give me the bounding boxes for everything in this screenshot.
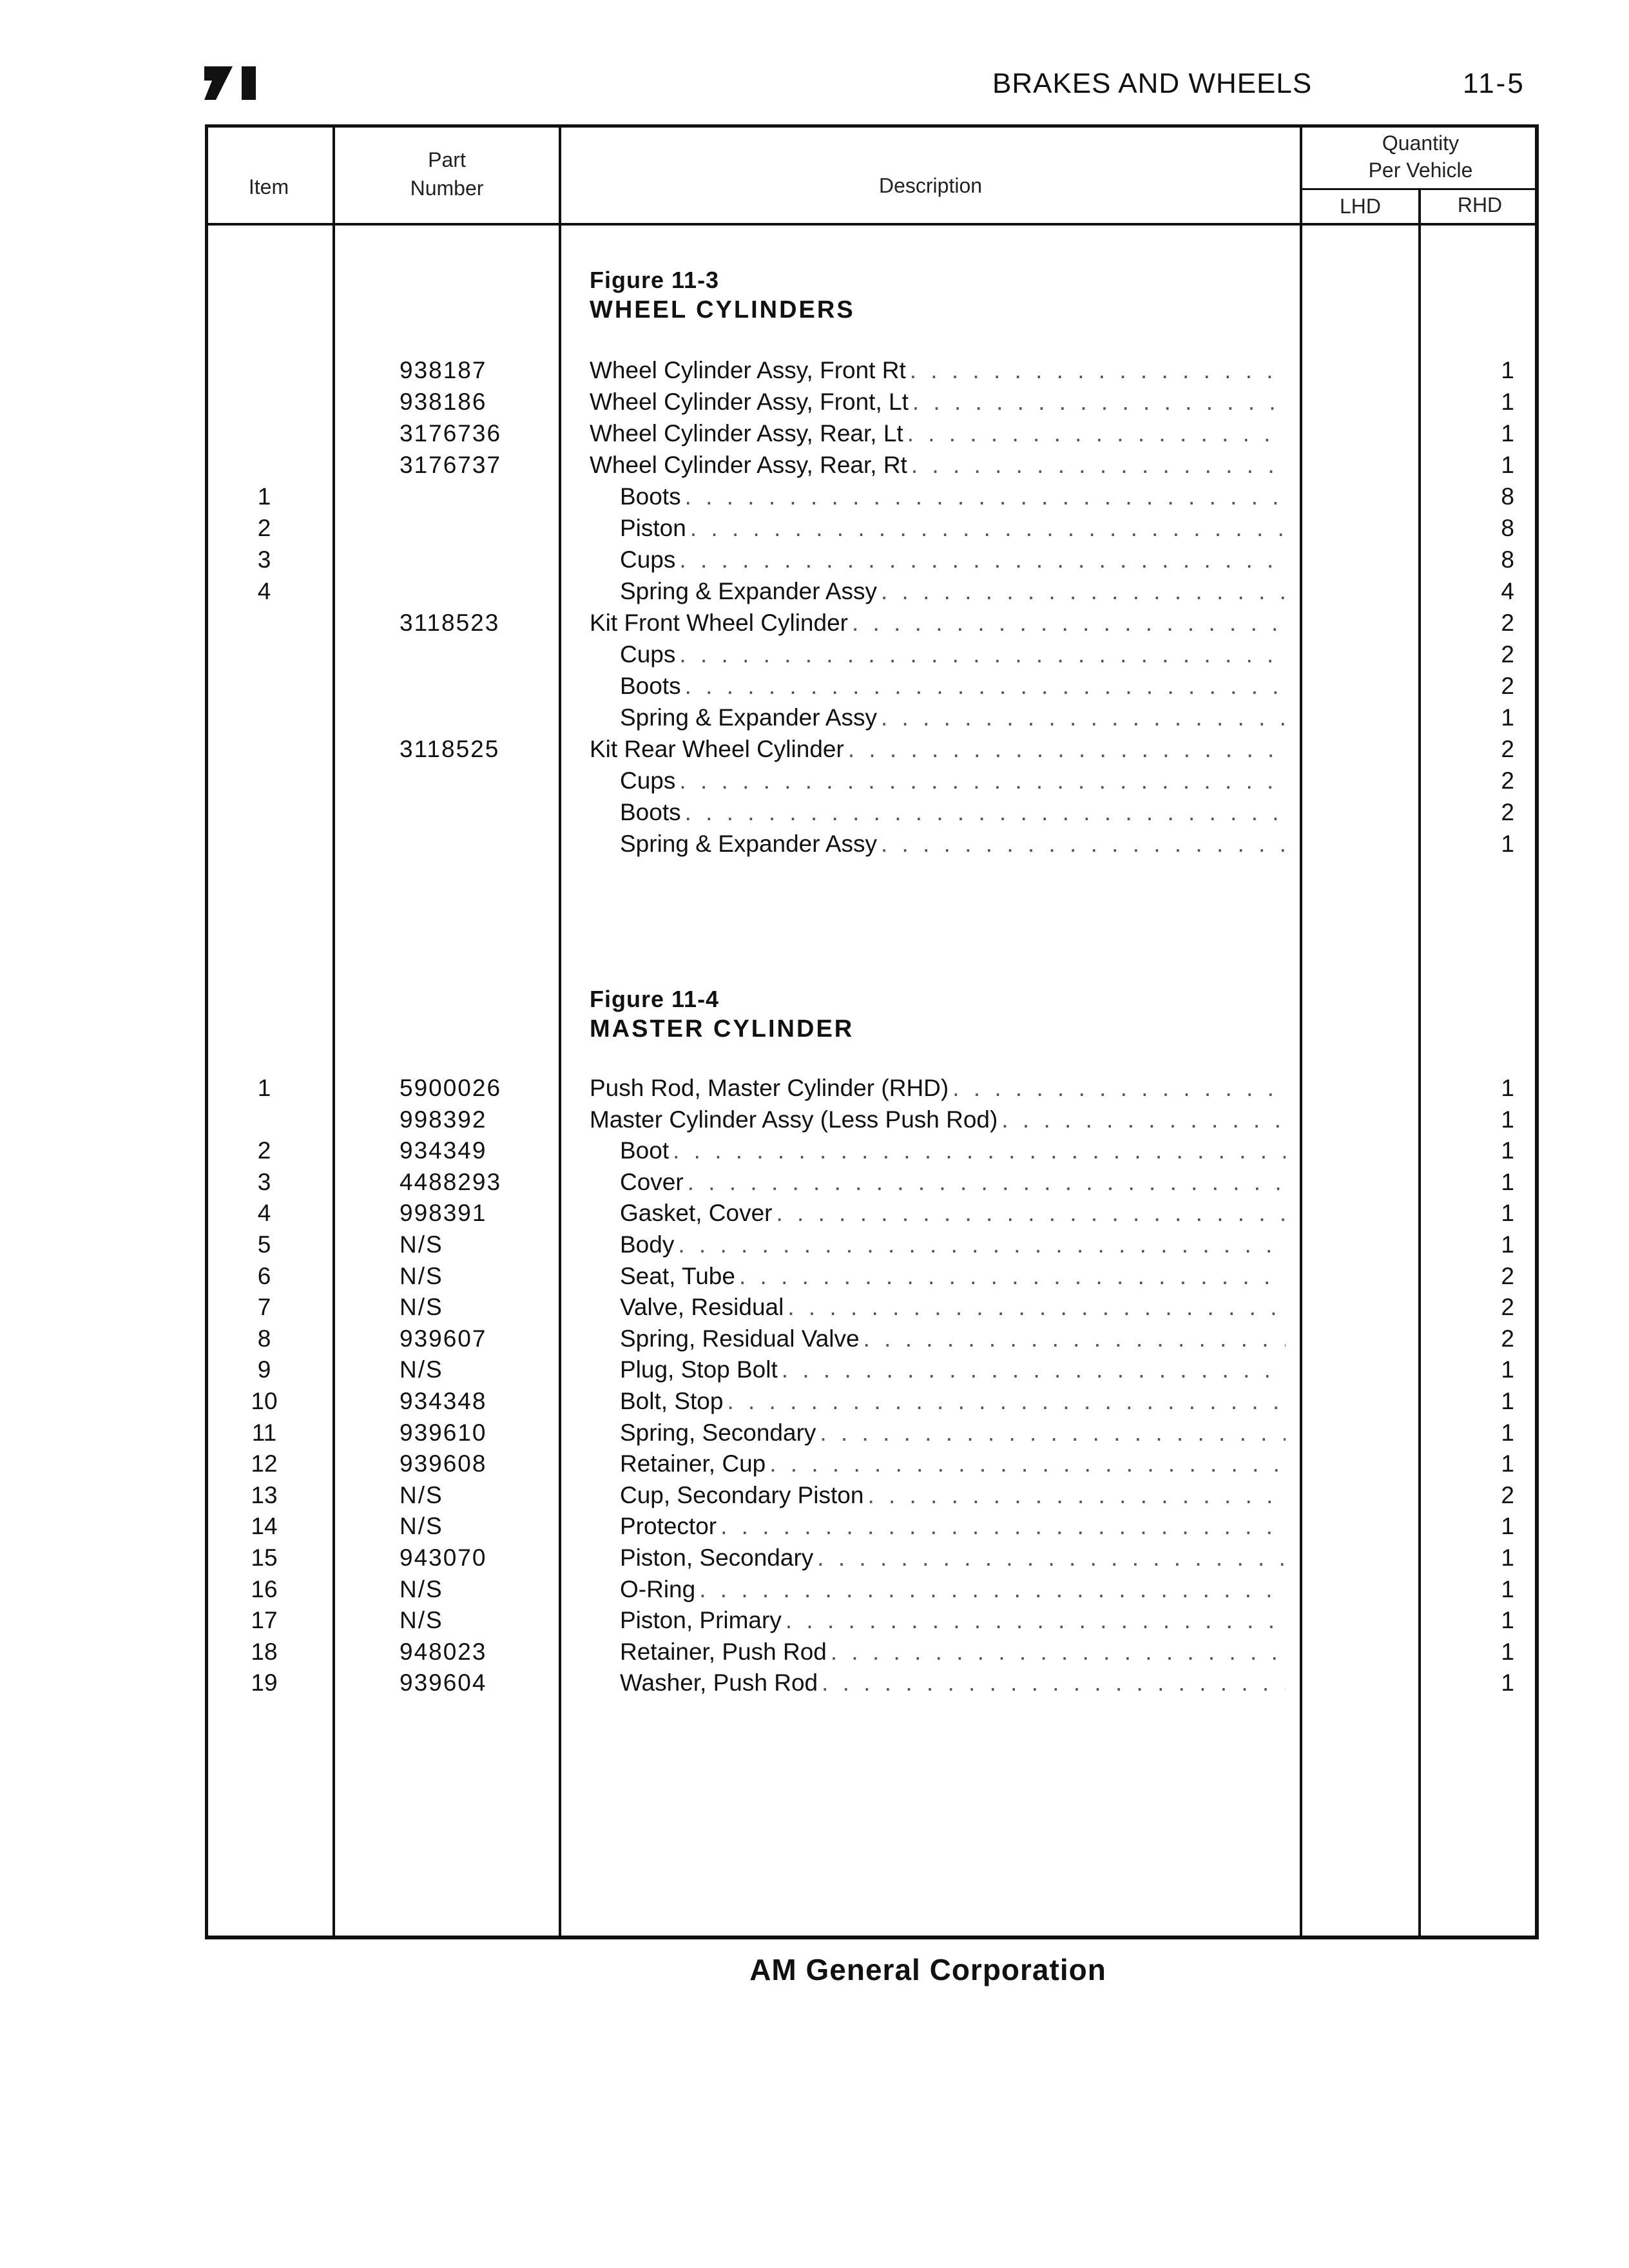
table-row bbox=[0, 1419, 1629, 1450]
quantity-rhd: 1 bbox=[1501, 1168, 1514, 1195]
section-title: WHEEL CYLINDERS bbox=[590, 296, 855, 323]
table-row bbox=[0, 1607, 1629, 1638]
table-row bbox=[0, 1075, 1629, 1106]
part-number: 3176737 bbox=[400, 452, 502, 478]
description-text: Spring, Secondary bbox=[620, 1419, 816, 1446]
part-number: N/S bbox=[400, 1481, 443, 1508]
description-text: Piston, Secondary bbox=[620, 1544, 814, 1571]
table-row bbox=[0, 1544, 1629, 1575]
description-cell bbox=[620, 1388, 1286, 1415]
table-row bbox=[0, 1325, 1629, 1356]
description-text: Cup, Secondary Piston bbox=[620, 1481, 864, 1508]
description-cell bbox=[590, 452, 1286, 479]
description-cell bbox=[620, 1325, 1286, 1352]
table-row bbox=[0, 641, 1629, 672]
description-text: Boots bbox=[620, 799, 681, 825]
description-cell bbox=[620, 1669, 1286, 1696]
quantity-rhd: 1 bbox=[1501, 704, 1514, 731]
quantity-rhd: 2 bbox=[1501, 799, 1514, 825]
leader-dots bbox=[860, 1325, 1286, 1352]
description-cell bbox=[620, 831, 1286, 858]
description-cell bbox=[620, 483, 1286, 510]
leader-dots bbox=[772, 1200, 1286, 1227]
part-number: N/S bbox=[400, 1294, 443, 1321]
quantity-rhd: 8 bbox=[1501, 515, 1514, 541]
description-cell bbox=[620, 1450, 1286, 1477]
description-cell bbox=[620, 1231, 1286, 1258]
description-cell bbox=[620, 1356, 1286, 1383]
figure-label: Figure 11-4 bbox=[590, 986, 720, 1012]
description-cell bbox=[620, 799, 1286, 826]
table-row bbox=[0, 799, 1629, 830]
description-text: Gasket, Cover bbox=[620, 1200, 773, 1227]
part-number: N/S bbox=[400, 1231, 443, 1258]
quantity-rhd: 1 bbox=[1501, 1388, 1514, 1414]
part-number: 3118525 bbox=[400, 736, 500, 762]
quantity-rhd: 1 bbox=[1501, 389, 1514, 415]
part-number: N/S bbox=[400, 1262, 443, 1289]
item-number: 14 bbox=[251, 1513, 278, 1540]
quantity-rhd: 1 bbox=[1501, 1544, 1514, 1571]
footer-company: AM General Corporation bbox=[749, 1953, 1106, 1986]
item-number: 13 bbox=[251, 1481, 278, 1508]
description-cell bbox=[590, 357, 1286, 384]
quantity-divider bbox=[1300, 188, 1539, 190]
leader-dots bbox=[735, 1263, 1286, 1290]
item-number: 9 bbox=[257, 1356, 271, 1383]
part-number: 998391 bbox=[400, 1200, 487, 1227]
description-cell bbox=[620, 767, 1286, 794]
part-number: 3118523 bbox=[400, 610, 500, 636]
part-number: 3176736 bbox=[400, 420, 502, 447]
leader-dots bbox=[684, 1169, 1286, 1196]
description-text: Spring & Expander Assy bbox=[620, 704, 877, 731]
description-cell bbox=[620, 1513, 1286, 1540]
description-text: Body bbox=[620, 1231, 675, 1258]
description-text: Cups bbox=[620, 641, 676, 668]
description-cell bbox=[620, 1576, 1286, 1603]
column-header-part-line2: Number bbox=[410, 177, 484, 200]
quantity-rhd: 1 bbox=[1501, 1513, 1514, 1540]
leader-dots bbox=[877, 578, 1286, 605]
part-number: 938186 bbox=[400, 389, 487, 415]
quantity-rhd: 2 bbox=[1501, 1262, 1514, 1289]
description-cell bbox=[590, 1106, 1286, 1133]
description-cell bbox=[620, 1419, 1286, 1446]
item-number: 4 bbox=[257, 1200, 271, 1227]
description-text: O-Ring bbox=[620, 1575, 696, 1602]
description-cell bbox=[620, 1607, 1286, 1634]
part-number: 939604 bbox=[400, 1669, 487, 1696]
quantity-rhd: 2 bbox=[1501, 610, 1514, 636]
leader-dots bbox=[675, 767, 1286, 794]
table-row bbox=[0, 1356, 1629, 1387]
table-row bbox=[0, 483, 1629, 514]
table-row bbox=[0, 452, 1629, 483]
item-number: 1 bbox=[257, 1075, 271, 1101]
quantity-rhd: 1 bbox=[1501, 1450, 1514, 1477]
table-row bbox=[0, 736, 1629, 767]
leader-dots bbox=[766, 1450, 1286, 1477]
description-cell bbox=[620, 673, 1286, 700]
item-number: 8 bbox=[257, 1325, 271, 1352]
part-number: 939607 bbox=[400, 1325, 487, 1352]
leader-dots bbox=[903, 420, 1286, 447]
description-cell bbox=[590, 736, 1286, 763]
table-row bbox=[0, 1169, 1629, 1200]
leader-dots bbox=[877, 831, 1286, 858]
description-text: Washer, Push Rod bbox=[620, 1669, 818, 1696]
leader-dots bbox=[844, 736, 1286, 763]
item-number: 17 bbox=[251, 1607, 278, 1634]
table-row bbox=[0, 1200, 1629, 1231]
item-number: 15 bbox=[251, 1544, 278, 1571]
part-number: N/S bbox=[400, 1513, 443, 1540]
description-text: Retainer, Push Rod bbox=[620, 1638, 827, 1665]
leader-dots bbox=[813, 1544, 1286, 1571]
description-text: Spring & Expander Assy bbox=[620, 578, 877, 604]
quantity-rhd: 8 bbox=[1501, 546, 1514, 573]
table-row bbox=[0, 1450, 1629, 1481]
quantity-rhd: 1 bbox=[1501, 1200, 1514, 1227]
item-number: 7 bbox=[257, 1294, 271, 1321]
description-text: Boots bbox=[620, 483, 681, 510]
leader-dots bbox=[674, 1231, 1286, 1258]
description-cell bbox=[620, 641, 1286, 668]
description-text: Boot bbox=[620, 1137, 670, 1164]
item-number: 5 bbox=[257, 1231, 271, 1258]
item-number: 2 bbox=[257, 1137, 271, 1164]
leader-dots bbox=[681, 483, 1286, 510]
quantity-rhd: 2 bbox=[1501, 673, 1514, 699]
description-text: Bolt, Stop bbox=[620, 1388, 724, 1414]
leader-dots bbox=[848, 610, 1286, 637]
description-cell bbox=[620, 1169, 1286, 1196]
leader-dots bbox=[906, 357, 1286, 384]
description-text: Spring & Expander Assy bbox=[620, 831, 877, 857]
description-text: Wheel Cylinder Assy, Front, Lt bbox=[590, 389, 909, 415]
leader-dots bbox=[681, 673, 1286, 700]
description-cell bbox=[620, 1639, 1286, 1666]
description-text: Piston, Primary bbox=[620, 1607, 782, 1634]
part-number: 998392 bbox=[400, 1106, 487, 1133]
item-number: 10 bbox=[251, 1388, 278, 1414]
leader-dots bbox=[998, 1106, 1286, 1133]
description-text: Plug, Stop Bolt bbox=[620, 1356, 778, 1383]
description-text: Cups bbox=[620, 546, 676, 573]
table-row bbox=[0, 420, 1629, 451]
quantity-rhd: 2 bbox=[1501, 1294, 1514, 1321]
quantity-rhd: 1 bbox=[1501, 357, 1514, 383]
quantity-rhd: 1 bbox=[1501, 831, 1514, 857]
quantity-rhd: 2 bbox=[1501, 641, 1514, 668]
leader-dots bbox=[686, 515, 1286, 542]
table-row bbox=[0, 578, 1629, 609]
item-number: 3 bbox=[257, 1168, 271, 1195]
am-general-logo-icon bbox=[204, 66, 261, 100]
table-row bbox=[0, 1294, 1629, 1325]
quantity-rhd: 1 bbox=[1501, 1669, 1514, 1696]
description-cell bbox=[620, 546, 1286, 573]
description-cell bbox=[590, 420, 1286, 447]
quantity-rhd: 2 bbox=[1501, 767, 1514, 794]
description-text: Valve, Residual bbox=[620, 1294, 784, 1321]
leader-dots bbox=[695, 1576, 1286, 1603]
part-number: 934349 bbox=[400, 1137, 487, 1164]
table-row bbox=[0, 831, 1629, 861]
description-text: Retainer, Cup bbox=[620, 1450, 766, 1477]
part-number: 939608 bbox=[400, 1450, 487, 1477]
quantity-rhd: 1 bbox=[1501, 1106, 1514, 1133]
description-text: Kit Front Wheel Cylinder bbox=[590, 610, 848, 636]
leader-dots bbox=[717, 1513, 1286, 1540]
table-row bbox=[0, 1482, 1629, 1513]
table-row bbox=[0, 1106, 1629, 1137]
column-header-item: Item bbox=[248, 175, 289, 198]
table-row bbox=[0, 1231, 1629, 1262]
item-number: 19 bbox=[251, 1669, 278, 1696]
description-cell bbox=[620, 1263, 1286, 1290]
description-cell bbox=[620, 1544, 1286, 1571]
item-number: 6 bbox=[257, 1262, 271, 1289]
table-row bbox=[0, 1137, 1629, 1168]
quantity-rhd: 4 bbox=[1501, 578, 1514, 604]
column-header-description: Description bbox=[878, 174, 983, 197]
table-row bbox=[0, 1513, 1629, 1544]
item-number: 12 bbox=[251, 1450, 278, 1477]
leader-dots bbox=[782, 1607, 1286, 1634]
table-row bbox=[0, 515, 1629, 546]
quantity-rhd: 1 bbox=[1501, 1356, 1514, 1383]
column-header-rhd: RHD bbox=[1457, 193, 1503, 216]
quantity-rhd: 1 bbox=[1501, 1638, 1514, 1665]
leader-dots bbox=[675, 641, 1286, 668]
description-text: Spring, Residual Valve bbox=[620, 1325, 860, 1352]
quantity-rhd: 8 bbox=[1501, 483, 1514, 510]
column-header-quantity-line1: Quantity bbox=[1382, 131, 1460, 155]
part-number: 4488293 bbox=[400, 1168, 502, 1195]
quantity-rhd: 1 bbox=[1501, 1231, 1514, 1258]
description-text: Master Cylinder Assy (Less Push Rod) bbox=[590, 1106, 998, 1133]
leader-dots bbox=[778, 1356, 1286, 1383]
leader-dots bbox=[681, 799, 1286, 826]
quantity-rhd: 1 bbox=[1501, 1075, 1514, 1101]
column-header-part-line1: Part bbox=[428, 148, 466, 171]
table-row bbox=[0, 673, 1629, 704]
description-cell bbox=[590, 389, 1286, 416]
quantity-rhd: 1 bbox=[1501, 452, 1514, 478]
table-row bbox=[0, 767, 1629, 798]
item-number: 3 bbox=[257, 546, 271, 573]
leader-dots bbox=[863, 1482, 1286, 1509]
leader-dots bbox=[784, 1294, 1286, 1321]
description-cell bbox=[590, 1075, 1286, 1102]
leader-dots bbox=[816, 1419, 1286, 1446]
description-cell bbox=[620, 1200, 1286, 1227]
part-number: N/S bbox=[400, 1607, 443, 1634]
header-divider bbox=[205, 223, 1539, 226]
leader-dots bbox=[669, 1137, 1286, 1164]
table-row bbox=[0, 546, 1629, 577]
part-number: 943070 bbox=[400, 1544, 487, 1571]
item-number: 11 bbox=[251, 1419, 277, 1446]
part-number: 938187 bbox=[400, 357, 487, 383]
description-cell bbox=[590, 610, 1286, 637]
table-row bbox=[0, 610, 1629, 640]
quantity-rhd: 2 bbox=[1501, 1481, 1514, 1508]
quantity-rhd: 1 bbox=[1501, 1137, 1514, 1164]
table-row bbox=[0, 1576, 1629, 1607]
leader-dots bbox=[827, 1639, 1286, 1666]
item-number: 2 bbox=[257, 515, 271, 541]
leader-dots bbox=[949, 1075, 1286, 1102]
table-row bbox=[0, 357, 1629, 388]
item-number: 16 bbox=[251, 1575, 278, 1602]
description-text: Wheel Cylinder Assy, Rear, Lt bbox=[590, 420, 903, 447]
table-row bbox=[0, 1263, 1629, 1294]
table-row bbox=[0, 1388, 1629, 1419]
leader-dots bbox=[723, 1388, 1286, 1415]
table-row bbox=[0, 1669, 1629, 1700]
part-number: 934348 bbox=[400, 1388, 487, 1414]
part-number: N/S bbox=[400, 1356, 443, 1383]
table-row bbox=[0, 704, 1629, 735]
leader-dots bbox=[675, 546, 1286, 573]
part-number: 939610 bbox=[400, 1419, 487, 1446]
item-number: 4 bbox=[257, 578, 271, 604]
figure-label: Figure 11-3 bbox=[590, 267, 720, 293]
quantity-rhd: 1 bbox=[1501, 420, 1514, 447]
description-text: Cover bbox=[620, 1168, 684, 1195]
description-text: Kit Rear Wheel Cylinder bbox=[590, 736, 844, 762]
quantity-rhd: 1 bbox=[1501, 1419, 1514, 1446]
description-cell bbox=[620, 1294, 1286, 1321]
description-text: Protector bbox=[620, 1513, 717, 1540]
leader-dots bbox=[907, 452, 1286, 479]
description-text: Wheel Cylinder Assy, Front Rt bbox=[590, 357, 906, 383]
page-section-title: BRAKES AND WHEELS bbox=[992, 68, 1313, 99]
description-text: Piston bbox=[620, 515, 686, 541]
description-text: Cups bbox=[620, 767, 676, 794]
description-text: Seat, Tube bbox=[620, 1262, 735, 1289]
description-cell bbox=[620, 704, 1286, 731]
leader-dots bbox=[877, 704, 1286, 731]
leader-dots bbox=[909, 389, 1286, 416]
item-number: 1 bbox=[257, 483, 271, 510]
part-number: 5900026 bbox=[400, 1075, 502, 1101]
quantity-rhd: 1 bbox=[1501, 1575, 1514, 1602]
column-header-lhd: LHD bbox=[1339, 195, 1381, 218]
leader-dots bbox=[818, 1669, 1286, 1696]
quantity-rhd: 2 bbox=[1501, 1325, 1514, 1352]
description-cell bbox=[620, 1137, 1286, 1164]
column-header-quantity-line2: Per Vehicle bbox=[1368, 159, 1473, 182]
description-text: Wheel Cylinder Assy, Rear, Rt bbox=[590, 452, 907, 478]
quantity-rhd: 2 bbox=[1501, 736, 1514, 762]
item-number: 18 bbox=[251, 1638, 278, 1665]
description-text: Push Rod, Master Cylinder (RHD) bbox=[590, 1075, 949, 1101]
table-row bbox=[0, 1639, 1629, 1669]
quantity-rhd: 1 bbox=[1501, 1607, 1514, 1634]
description-text: Boots bbox=[620, 673, 681, 699]
description-cell bbox=[620, 515, 1286, 542]
section-title: MASTER CYLINDER bbox=[590, 1015, 854, 1043]
description-cell bbox=[620, 1482, 1286, 1509]
table-row bbox=[0, 389, 1629, 419]
part-number: 948023 bbox=[400, 1638, 487, 1665]
page-number: 11-5 bbox=[1463, 68, 1525, 99]
part-number: N/S bbox=[400, 1575, 443, 1602]
description-cell bbox=[620, 578, 1286, 605]
